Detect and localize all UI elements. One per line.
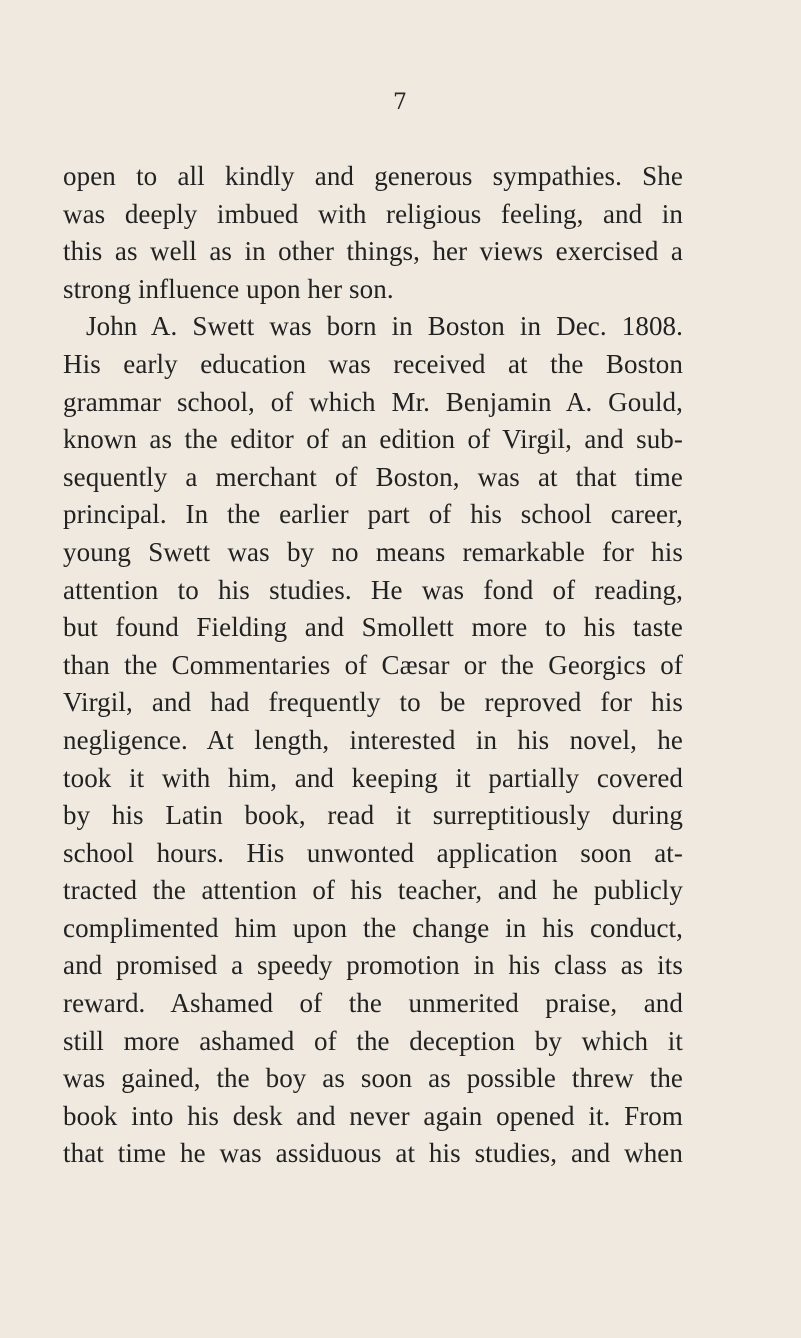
text-line: complimented him upon the change in his conduct, [63, 912, 683, 943]
text-line: His early education was received at the Boston [63, 348, 683, 379]
text-line: negligence. At length, interested in his novel, he [63, 724, 683, 755]
body-text [63, 158, 683, 1173]
text-line: young Swett was by no means remarkable for his [63, 536, 683, 567]
text-line: principal. In the earlier part of his school career, [63, 499, 683, 530]
text-line: was gained, the boy as soon as possible threw the [63, 1063, 683, 1094]
text-line: tracted the attention of his teacher, and he publicly [63, 875, 683, 906]
text-line: attention to his studies. He was fond of reading, [63, 574, 683, 605]
text-line: known as the editor of an edition of Virgil, and sub- [63, 424, 683, 455]
text-line: strong influence upon her son. [63, 273, 394, 304]
text-line: this as well as in other things, her views exercised a [63, 236, 683, 267]
text-line: sequently a merchant of Boston, was at that time [63, 461, 683, 492]
text-line: by his Latin book, read it surreptitiously during [63, 800, 683, 831]
text-line: and promised a speedy promotion in his class as its [63, 950, 683, 981]
text-line: than the Commentaries of Cæsar or the Georgics of [63, 649, 683, 680]
text-line: Virgil, and had frequently to be reproved for his [63, 687, 683, 718]
text-line: John A. Swett was born in Boston in Dec. 1808. [86, 311, 683, 342]
text-line: still more ashamed of the deception by which it [63, 1025, 683, 1056]
text-line: was deeply imbued with religious feeling, and in [63, 198, 683, 229]
text-line: reward. Ashamed of the unmerited praise, and [63, 988, 683, 1019]
text-line: book into his desk and never again opened it. From [63, 1100, 683, 1131]
text-line: grammar school, of which Mr. Benjamin A. Gould, [63, 386, 683, 417]
text-line: that time he was assiduous at his studies, and when [63, 1138, 683, 1169]
text-line: but found Fielding and Smollett more to his taste [63, 612, 683, 643]
text-line: school hours. His unwonted application soon at- [63, 837, 683, 868]
page-number: 7 [393, 90, 407, 115]
text-line: open to all kindly and generous sympathies. She [63, 161, 683, 191]
text-line: took it with him, and keeping it partially covered [63, 762, 683, 793]
